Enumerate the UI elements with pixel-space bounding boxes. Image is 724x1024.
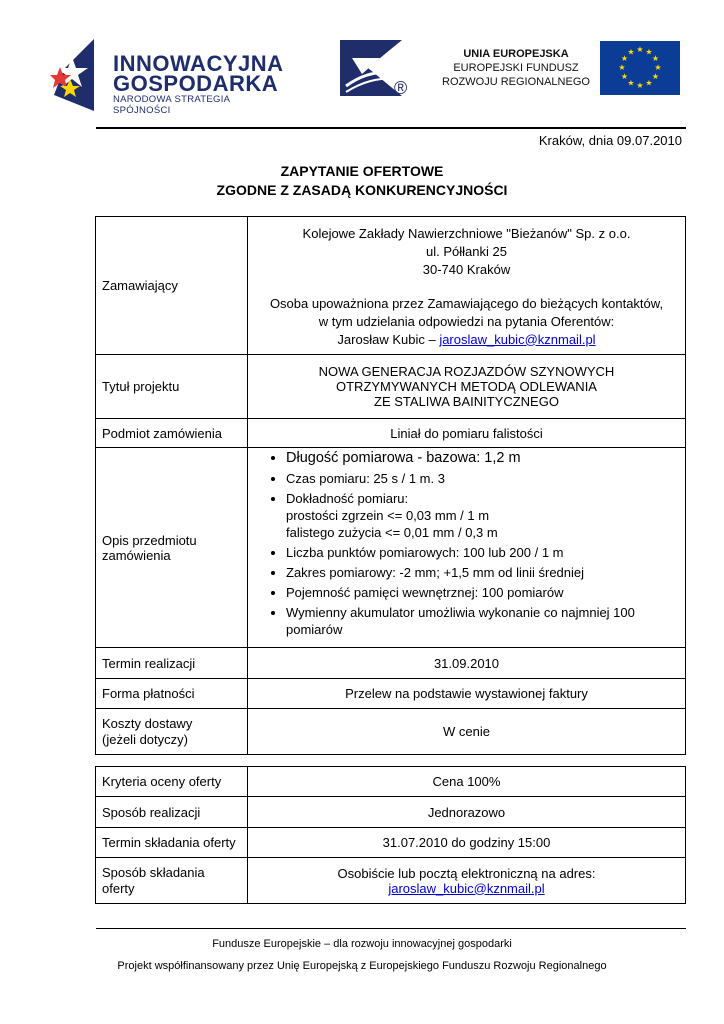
spec-item: • Zakres pomiarowy: -2 mm; +1,5 mm od linii średniej [286,564,679,581]
row-kryteria [96,767,686,797]
document-title-line1: ZAPYTANIE OFERTOWE [280,163,444,179]
row-termin-realizacji [96,648,686,679]
svg-text:★: ★ [651,54,660,63]
row-sposob-realizacji [96,797,686,828]
value-termin-skladania: 31.07.2010 do godziny 15:00 [248,828,686,858]
spec-line: • Dokładność pomiaru: [286,491,409,506]
spec-line: • Wymienny akumulator umożliwia wykonanie co najmniej 100 [286,605,635,620]
spec-item [286,604,679,638]
row-zamawiajacy [96,217,686,355]
spec-item: • Długość pomiarowa - bazowa: 1,2 m [286,450,679,467]
innowacyjna-gospodarka-logo [50,35,290,115]
sposob-skladania-label-line2: oferty [102,880,135,896]
svg-text:★: ★ [627,47,635,57]
contact-person-name: Jarosław Kubic – [337,331,436,347]
header-divider [96,127,686,129]
company-city: 30-740 Kraków [422,261,511,277]
company-name: Kolejowe Zakłady Nawierzchniowe "Bieżanów" Sp. z o.o. [302,225,631,241]
label-opis [96,448,248,648]
eu-line1: UNIA EUROPEJSKA [463,48,569,60]
spec-item [286,490,679,541]
row-podmiot [96,419,686,448]
svg-text:★: ★ [645,47,653,57]
label-forma-platnosci: Forma płatności [96,679,248,709]
opis-label-line1: Opis przedmiotu [102,532,197,548]
footer-line2: Projekt współfinansowany przez Unię Europejską z Europejskiego Funduszu Rozwoju Regionalnego [117,960,607,972]
tytul-line3: ZE STALIWA BAINITYCZNEGO [374,394,559,409]
value-forma-platnosci: Przelew na podstawie wystawionej faktury [248,679,686,709]
row-termin-skladania [96,828,686,858]
spec-line: pomiarów [286,622,343,637]
tytul-line1: NOWA GENERACJA ROZJAZDÓW SZYNOWYCH [318,364,615,379]
value-kryteria: Cena 100% [248,767,686,797]
eu-stars-icon [600,41,680,95]
registered-mark: ® [394,78,408,98]
offer-terms-table [95,766,686,904]
ig-star-icon [50,39,110,111]
ig-title-line2: GOSPODARKA [113,71,279,96]
label-koszty [96,709,248,755]
eu-flag [600,41,680,95]
tytul-line2: OTRZYMYWANYCH METODĄ ODLEWANIA [336,379,597,394]
spec-item: • Czas pomiaru: 25 s / 1 m. 3 [286,470,679,487]
sposob-skladania-label-line1: Sposób składania [102,864,205,880]
order-details-table [95,216,686,755]
svg-text:★: ★ [620,72,629,81]
svg-text:★: ★ [636,81,644,90]
value-koszty: W cenie [248,709,686,755]
svg-text:★: ★ [651,72,660,81]
value-opis [248,448,686,648]
label-podmiot: Podmiot zamówienia [96,419,248,448]
label-kryteria: Kryteria oceny oferty [96,767,248,797]
svg-text:★: ★ [618,63,626,72]
svg-text:★: ★ [636,45,644,54]
row-opis [96,448,686,648]
eu-logo-text [440,47,592,89]
svg-text:★: ★ [645,78,653,88]
opis-label-line2: zamówienia [102,547,171,563]
spec-item: • Liczba punktów pomiarowych: 100 lub 200 / 1 m [286,544,679,561]
value-podmiot: Liniał do pomiaru falistości [248,419,686,448]
footer-line1: Fundusze Europejskie – dla rozwoju innowacyjnej gospodarki [212,938,512,950]
sposob-skladania-line1: Osobiście lub pocztą elektroniczną na adres: [337,865,596,881]
spec-list [248,450,679,638]
row-koszty [96,709,686,755]
svg-text:★: ★ [654,63,662,72]
label-sposob-realizacji: Sposób realizacji [96,797,248,828]
company-street: ul. Półłanki 25 [426,243,507,259]
contact-line1: Osoba upoważniona przez Zamawiającego do bieżących kontaktów, [269,295,664,311]
label-termin-realizacji: Termin realizacji [96,648,248,679]
row-forma-platnosci [96,679,686,709]
label-zamawiajacy: Zamawiający [96,217,248,355]
eu-line2: EUROPEJSKI FUNDUSZ [453,62,579,74]
value-termin-realizacji: 31.09.2010 [248,648,686,679]
document-title-line2: ZGODNE Z ZASADĄ KONKURENCYJNOŚCI [216,182,508,198]
eu-line3: ROZWOJU REGIONALNEGO [442,76,590,88]
row-tytul [96,355,686,419]
contact-email-link[interactable]: jaroslaw_kubic@kznmail.pl [439,331,596,347]
spec-line: prostości zgrzein <= 0,03 mm / 1 m [286,508,490,523]
value-zamawiajacy [248,217,686,355]
label-tytul: Tytuł projektu [96,355,248,419]
label-sposob-skladania [96,858,248,904]
svg-text:★: ★ [627,78,635,88]
footer-divider [96,928,686,929]
document-date: Kraków, dnia 09.07.2010 [538,133,682,148]
koszty-label-line1: Koszty dostawy [102,715,193,731]
spec-line: falistego zużycia <= 0,01 mm / 0,3 m [286,525,498,540]
value-sposob-realizacji: Jednorazowo [248,797,686,828]
spec-item: • Pojemność pamięci wewnętrznej: 100 pomiarów [286,584,679,601]
ig-subtitle: NARODOWA STRATEGIA SPÓJNOŚCI [113,94,230,116]
contact-person [254,331,679,349]
label-termin-skladania: Termin składania oferty [96,828,248,858]
value-tytul [248,355,686,419]
ig-title-line1: INNOWACYJNA [113,51,284,76]
kzn-logo [332,38,417,104]
row-sposob-skladania [96,858,686,904]
value-sposob-skladania [248,858,686,904]
koszty-label-line2: (jeżeli dotyczy) [102,731,188,747]
contact-line2: w tym udzielania odpowiedzi na pytania Oferentów: [318,313,615,329]
kzn-emblem-icon [332,38,402,96]
offer-email-link[interactable]: jaroslaw_kubic@kznmail.pl [388,880,545,896]
svg-text:★: ★ [620,54,629,63]
